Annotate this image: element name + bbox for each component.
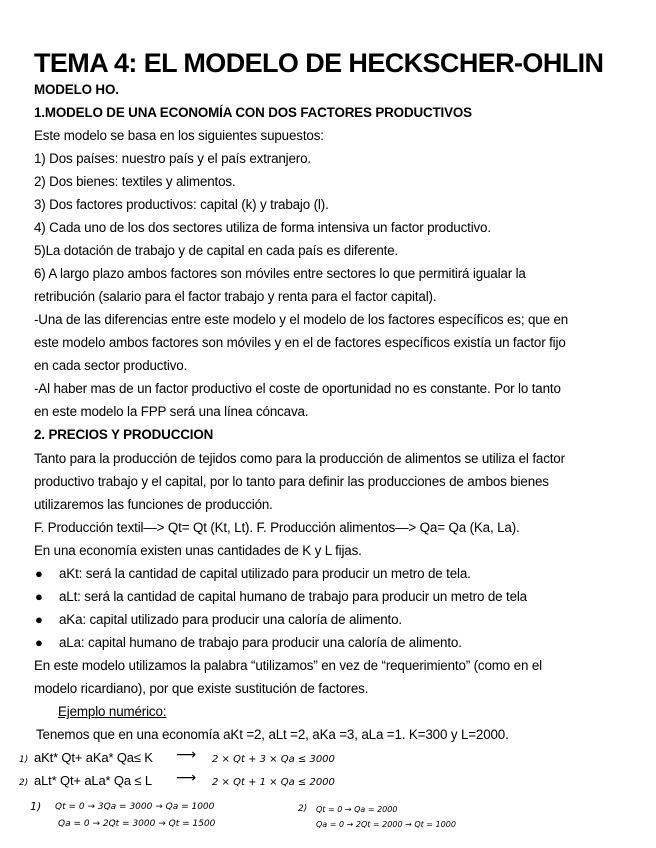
hw-sol2-b: Qa = 0 → 2Qt = 2000 → Qt = 1000 — [316, 820, 456, 829]
hw-eq1-label: 1) — [19, 755, 29, 765]
s1-line: retribución (salario para el factor trabajo y renta para el factor capital). — [34, 289, 437, 304]
s2-after-line: modelo ricardiano), por que existe sustitución de factores. — [34, 681, 369, 696]
hw-eq2-label: 2) — [19, 778, 29, 788]
hw-sol1-b: Qa = 0 → 2Qt = 3000 → Qt = 1500 — [58, 819, 216, 829]
s2-line: F. Producción textil—> Qt= Qt (Kt, Lt). F. Producción alimentos—> Qa= Qa (Ka, La). — [34, 520, 520, 535]
bullet-dot: ● — [35, 589, 43, 604]
subtitle: MODELO HO. — [34, 82, 119, 97]
example-text: Tenemos que en una economía aKt =2, aLt =2, aKa =3, aLa =1. K=300 y L=2000. — [36, 727, 509, 742]
hw-sol2-label: 2) — [298, 804, 308, 814]
bullet-text: aKt: será la cantidad de capital utilizado para producir un metro de tela. — [59, 566, 471, 581]
bullet-dot: ● — [35, 566, 43, 581]
s1-line: 1) Dos países: nuestro país y el país extranjero. — [34, 151, 311, 166]
s2-line: productivo trabajo y el capital, por lo tanto para definir las producciones de ambos bienes — [34, 474, 549, 489]
hw-sol2-a: Qt = 0 → Qa = 2000 — [316, 805, 398, 814]
hw-eq2-result: 2 × Qt + 1 × Qa ≤ 2000 — [212, 777, 335, 788]
hw-eq1-result: 2 × Qt + 3 × Qa ≤ 3000 — [212, 754, 335, 765]
s1-line: 6) A largo plazo ambos factores son móviles entre sectores lo que permitirá igualar la — [34, 266, 526, 281]
bullet-dot: ● — [35, 635, 43, 650]
section2-heading: 2. PRECIOS Y PRODUCCION — [34, 427, 214, 442]
bullet-dot: ● — [35, 612, 43, 627]
s1-line: 3) Dos factores productivos: capital (k) y trabajo (l). — [34, 197, 329, 212]
bullet-text: aLa: capital humano de trabajo para producir una caloría de alimento. — [59, 635, 462, 650]
bullet-text: aLt: será la cantidad de capital humano de trabajo para producir un metro de tela — [59, 589, 527, 604]
s1-line: 2) Dos bienes: textiles y alimentos. — [34, 174, 236, 189]
hw-eq1: aKt* Qt+ aKa* Qa≤ K — [34, 750, 153, 765]
s1-line: 5)La dotación de trabajo y de capital en cada país es diferente. — [34, 243, 399, 258]
s2-after-line: En este modelo utilizamos la palabra “utilizamos” en vez de “requerimiento” (como en el — [34, 658, 542, 673]
hw-eq2-arrow: ⟶ — [176, 770, 197, 786]
hw-sol1-a: Qt = 0 → 3Qa = 3000 → Qa = 1000 — [55, 802, 215, 812]
s2-line: En una economía existen unas cantidades de K y L fijas. — [34, 543, 362, 558]
s2-line: utilizaremos las funciones de producción. — [34, 497, 273, 512]
s1-line: en este modelo la FPP será una línea cóncava. — [34, 404, 309, 419]
s1-line: -Una de las diferencias entre este modelo y el modelo de los factores específicos es; que en — [34, 312, 569, 327]
s1-line: este modelo ambos factores son móviles y en el de factores específicos existía un factor fijo — [34, 335, 566, 350]
s1-line: Este modelo se basa en los siguientes supuestos: — [34, 128, 324, 143]
s2-line: Tanto para la producción de tejidos como para la producción de alimentos se utiliza el factor — [34, 451, 565, 466]
page-title: TEMA 4: EL MODELO DE HECKSCHER-OHLIN — [34, 48, 604, 78]
s1-line: en cada sector productivo. — [34, 358, 188, 373]
hw-sol1-label: 1) — [30, 800, 42, 813]
section1-heading: 1.MODELO DE UNA ECONOMÍA CON DOS FACTORES PRODUCTIVOS — [34, 105, 472, 120]
s1-line: -Al haber mas de un factor productivo el coste de oportunidad no es constante. Por lo tanto — [34, 381, 561, 396]
s1-line: 4) Cada uno de los dos sectores utiliza de forma intensiva un factor productivo. — [34, 220, 491, 235]
example-title: Ejemplo numérico: — [58, 704, 167, 719]
hw-eq2: aLt* Qt+ aLa* Qa ≤ L — [34, 773, 152, 788]
hw-eq1-arrow: ⟶ — [176, 747, 197, 763]
bullet-text: aKa: capital utilizado para producir una caloría de alimento. — [59, 612, 402, 627]
